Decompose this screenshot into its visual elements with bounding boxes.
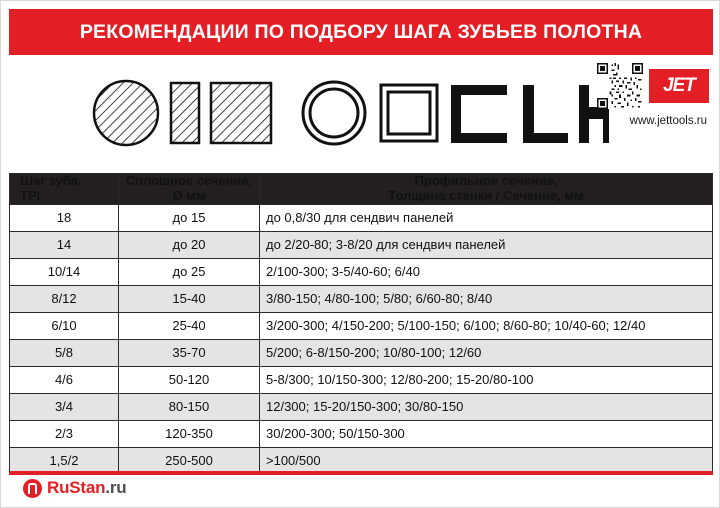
cell-tpi: 5/8 xyxy=(10,339,119,366)
brand-block xyxy=(583,63,709,127)
cell-profile: >100/500 xyxy=(260,447,713,474)
shape-channel-u xyxy=(451,85,507,143)
cell-profile: 30/200-300; 50/150-300 xyxy=(260,420,713,447)
cell-tpi: 10/14 xyxy=(10,258,119,285)
header-banner xyxy=(9,9,713,55)
cell-solid: 50-120 xyxy=(119,366,260,393)
cell-solid: 120-350 xyxy=(119,420,260,447)
header-tooth-pitch: Шаг зуба, TPI xyxy=(10,174,119,205)
cell-profile: 3/80-150; 4/80-100; 5/80; 6/60-80; 8/40 xyxy=(260,285,713,312)
cell-tpi: 6/10 xyxy=(10,312,119,339)
cell-solid: 80-150 xyxy=(119,393,260,420)
rustan-tld: .ru xyxy=(105,478,127,497)
cell-tpi: 2/3 xyxy=(10,420,119,447)
table-row xyxy=(10,204,713,231)
header-profile-section: Профильное сечение, Толщина стенки / Сечение, мм xyxy=(260,174,713,205)
jet-logo: JET xyxy=(649,69,709,103)
shape-angle-l xyxy=(523,85,568,143)
table-row xyxy=(10,393,713,420)
footer xyxy=(9,475,713,501)
table-body xyxy=(10,204,713,474)
cell-solid: до 20 xyxy=(119,231,260,258)
table-row xyxy=(10,339,713,366)
cell-profile: 2/100-300; 3-5/40-60; 6/40 xyxy=(260,258,713,285)
shape-tube-round xyxy=(303,82,365,144)
cell-solid: 25-40 xyxy=(119,312,260,339)
table-row xyxy=(10,285,713,312)
cell-tpi: 8/12 xyxy=(10,285,119,312)
rustan-mark-icon xyxy=(23,479,42,498)
cell-solid: до 15 xyxy=(119,204,260,231)
cell-profile: 12/300; 15-20/150-300; 30/80-150 xyxy=(260,393,713,420)
cell-solid: 35-70 xyxy=(119,339,260,366)
cell-tpi: 4/6 xyxy=(10,366,119,393)
cell-profile: 5/200; 6-8/150-200; 10/80-100; 12/60 xyxy=(260,339,713,366)
table-row xyxy=(10,258,713,285)
rustan-name: RuStan xyxy=(47,478,106,497)
table-row xyxy=(10,312,713,339)
cell-tpi: 14 xyxy=(10,231,119,258)
cell-tpi: 18 xyxy=(10,204,119,231)
table-row xyxy=(10,366,713,393)
cell-tpi: 3/4 xyxy=(10,393,119,420)
table-row xyxy=(10,231,713,258)
header-solid-section: Сплошное сечение, Ø мм xyxy=(119,174,260,205)
website-url: www.jettools.ru xyxy=(629,115,707,127)
shape-solid-flat xyxy=(171,83,199,143)
rustan-wordmark xyxy=(47,478,126,498)
cell-solid: 250-500 xyxy=(119,447,260,474)
cell-solid: 15-40 xyxy=(119,285,260,312)
page-title: РЕКОМЕНДАЦИИ ПО ПОДБОРУ ШАГА ЗУБЬЕВ ПОЛОТНА xyxy=(79,20,643,43)
cell-profile: до 0,8/30 для сендвич панелей xyxy=(260,204,713,231)
table-header-row xyxy=(10,174,713,205)
spec-table xyxy=(9,173,713,475)
cell-profile: до 2/20-80; 3-8/20 для сендвич панелей xyxy=(260,231,713,258)
table-row xyxy=(10,420,713,447)
rustan-logo[interactable] xyxy=(9,478,126,498)
cell-profile: 3/200-300; 4/150-200; 5/100-150; 6/100; 8/60-80; 10/40-60; 12/40 xyxy=(260,312,713,339)
shape-tube-square-inner xyxy=(388,92,430,134)
qr-code-icon xyxy=(597,63,643,109)
cell-profile: 5-8/300; 10/150-300; 12/80-200; 15-20/80-100 xyxy=(260,366,713,393)
table-head xyxy=(10,174,713,205)
shape-solid-square xyxy=(211,83,271,143)
cell-tpi: 1,5/2 xyxy=(10,447,119,474)
cell-solid: до 25 xyxy=(119,258,260,285)
shape-tube-round-inner xyxy=(310,89,358,137)
cross-section-shapes xyxy=(89,67,609,163)
spec-table-wrapper xyxy=(9,173,713,475)
shape-solid-round xyxy=(94,81,158,145)
